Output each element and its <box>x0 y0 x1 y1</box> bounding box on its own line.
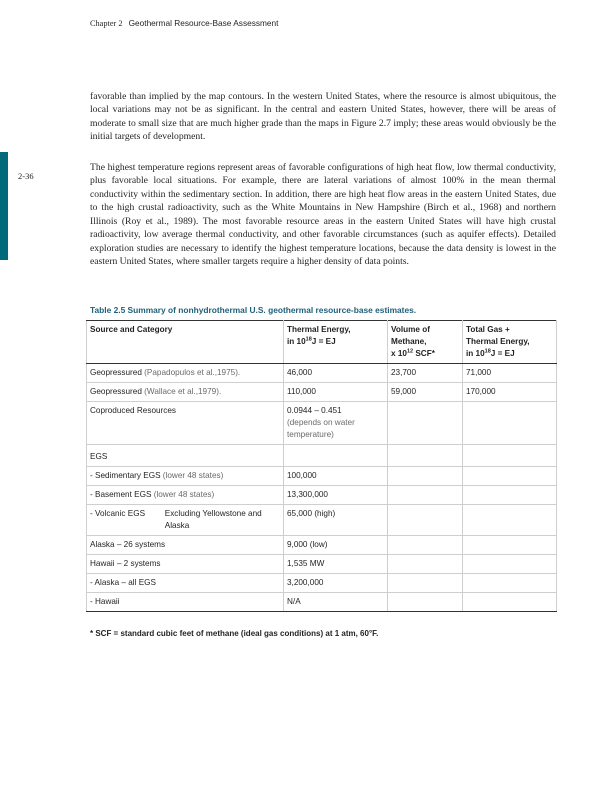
table-footnote: * SCF = standard cubic feet of methane (ideal gas conditions) at 1 atm, 60°F. <box>90 629 379 638</box>
body-paragraph-1: favorable than implied by the map contours. In the western United States, where the resource is almost ubiquitous, the local variations may not be as significant. In the central and eastern United States, however, there will be areas of moderate to small size that are much higher grade than the maps in Figure 2.7 imply; these areas would obviously be the initial targets of development. <box>90 91 556 143</box>
table-row: - Alaska – all EGS 3,200,000 <box>87 574 557 593</box>
page-number: 2-36 <box>18 171 34 181</box>
table-row: Alaska – 26 systems 9,000 (low) <box>87 536 557 555</box>
chapter-label: Chapter 2 <box>90 19 123 28</box>
table-header-row <box>87 321 557 364</box>
header-total: Total Gas + Thermal Energy, in $10^{18}J$ = EJ <box>463 321 557 364</box>
header-thermal: Thermal Energy, in $10^{18}J$ = EJ <box>284 321 388 364</box>
resource-table <box>86 320 557 612</box>
chapter-side-tab <box>0 152 8 260</box>
table-row: - Volcanic EGS Excluding Yellowstone and Alaska 65,000 (high) <box>87 505 557 536</box>
header-methane: Volume of Methane, x $10^{12}$ SCF* <box>388 321 463 364</box>
table-row: - Sedimentary EGS (lower 48 states) 100,000 <box>87 467 557 486</box>
body-paragraph-2: The highest temperature regions represent areas of favorable configurations of high heat flow, low thermal conductivity, plus favorable local situations. For example, there are lateral variations of almost 100% in the mean thermal conductivity within the sedimentary section. In addition, there are high heat flow areas in the eastern United States, due to the high crustal radioactivity, such as the White Mountains in New Hampshire (Birch et al., 1968) and northern Illinois (Roy et al., 1989). The most favorable resource areas in the eastern United States will have high crustal radioactivity, low average thermal conductivity, and other favorable circumstances (such as aquifer effects). Detailed exploration studies are necessary to identify the highest temperature locations, because the data density is lowest in the eastern United States, where smaller targets require a higher density of data points. <box>90 162 556 268</box>
table-row: Geopressured (Wallace et al.,1979). 110,000 59,000 170,000 <box>87 383 557 402</box>
header-source: Source and Category <box>87 321 284 364</box>
running-header <box>90 18 278 28</box>
table-row: Coproduced Resources 0.0944 – 0.451 (depends on water temperature) <box>87 402 557 445</box>
table-row: Hawaii – 2 systems 1,535 MW <box>87 555 557 574</box>
chapter-title: Geothermal Resource-Base Assessment <box>128 18 279 28</box>
table-row: EGS <box>87 445 557 467</box>
table-row: Geopressured (Papadopulos et al.,1975). 46,000 23,700 71,000 <box>87 364 557 383</box>
table-caption: Table 2.5 Summary of nonhydrothermal U.S. geothermal resource-base estimates. <box>90 305 417 315</box>
table-row: - Basement EGS (lower 48 states) 13,300,000 <box>87 486 557 505</box>
table-row: - Hawaii N/A <box>87 593 557 612</box>
